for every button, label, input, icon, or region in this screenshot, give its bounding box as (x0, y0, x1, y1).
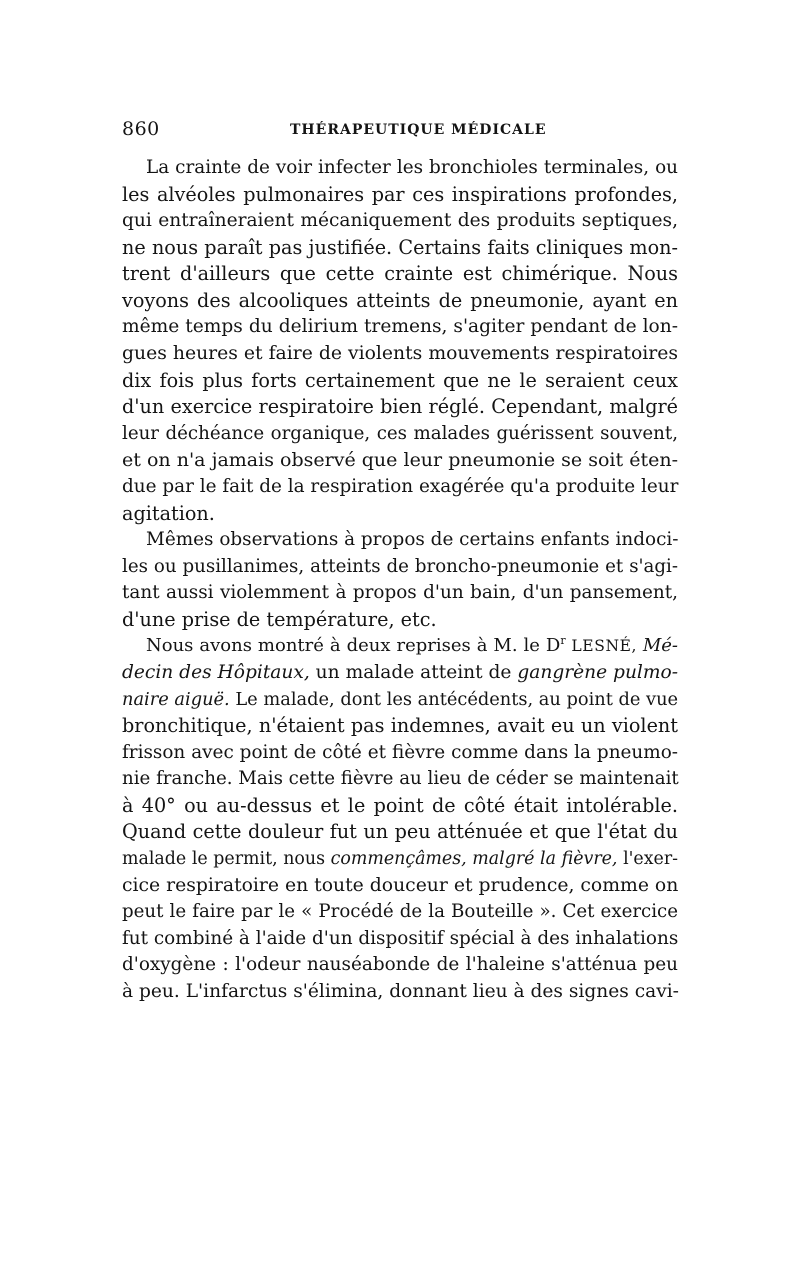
text-line: bronchitique, n'étaient pas indemnes, avait eu un violent (122, 714, 678, 738)
text-line: et on n'a jamais observé que leur pneumonie se soit éten- (122, 449, 678, 472)
text-line: même temps du delirium tremens, s'agiter pendant de lon- (122, 316, 678, 338)
text-line: gues heures et faire de violents mouvements respiratoires (122, 343, 678, 365)
text-line: d'oxygène : l'odeur nauséabonde de l'haleine s'atténua peu (122, 954, 678, 976)
text-line: naire aiguë. Le malade, dont les antécédents, au point de vue (122, 688, 679, 710)
text-line: Nous avons montré à deux reprises à M. le $D^r$ LESNÉ, Mé- (146, 634, 678, 657)
text-line: qui entraîneraient mécaniquement des produits septiques, (122, 210, 678, 232)
page-header (122, 118, 678, 142)
text-line: d'une prise de température, etc. (122, 607, 437, 631)
text-line: La crainte de voir infecter les bronchioles terminales, ou (146, 157, 678, 178)
text-line: trent d'ailleurs que cette crainte est chimérique. Nous (122, 262, 678, 286)
text-line: peut le faire par le « Procédé de la Bouteille ». Cet exercice (122, 901, 678, 923)
text-line: d'un exercice respiratoire bien réglé. Cependant, malgré (122, 395, 678, 419)
text-line: malade le permit, nous commençâmes, malgré la fièvre, l'exer- (122, 849, 679, 870)
text-line: voyons des alcooliques atteints de pneumonie, ayant en (122, 288, 678, 312)
text-line: tant aussi violemment à propos d'un bain, d'un pansement, (122, 582, 678, 604)
text-line: Quand cette douleur fut un peu atténuée et que l'état du (122, 820, 678, 844)
text-line: à 40° ou au-dessus et le point de côté était intolérable. (122, 793, 678, 817)
text-line: Mêmes observations à propos de certains enfants indoci- (146, 529, 679, 551)
page-number: 860 (122, 118, 160, 140)
text-line: due par le fait de la respiration exagérée qu'a produite leur (122, 475, 679, 497)
text-line: les ou pusillanimes, atteints de broncho-pneumonie et s'agi- (122, 555, 678, 577)
text-line: à peu. L'infarctus s'élimina, donnant lieu à des signes cavi- (122, 980, 679, 1002)
body-text (122, 155, 678, 1006)
text-line: dix fois plus forts certainement que ne le seraient ceux (122, 368, 678, 392)
text-line: les alvéoles pulmonaires par ces inspirations profondes, (122, 182, 678, 206)
text-line: decin des Hôpitaux, un malade atteint de gangrène pulmo- (122, 661, 678, 683)
text-line: cice respiratoire en toute douceur et prudence, comme on (122, 874, 679, 896)
text-line: agitation. (122, 501, 215, 525)
running-title: THÉRAPEUTIQUE MÉDICALE (290, 122, 547, 138)
text-line: fut combiné à l'aide d'un dispositif spécial à des inhalations (122, 927, 679, 949)
text-line: ne nous paraît pas justifiée. Certains faits cliniques mon- (122, 235, 678, 259)
text-line: frisson avec point de côté et fièvre comme dans la pneumo- (122, 741, 678, 763)
text-line: leur déchéance organique, ces malades guérissent souvent, (122, 422, 678, 444)
text-line: nie franche. Mais cette fièvre au lieu de céder se maintenait (122, 768, 679, 790)
